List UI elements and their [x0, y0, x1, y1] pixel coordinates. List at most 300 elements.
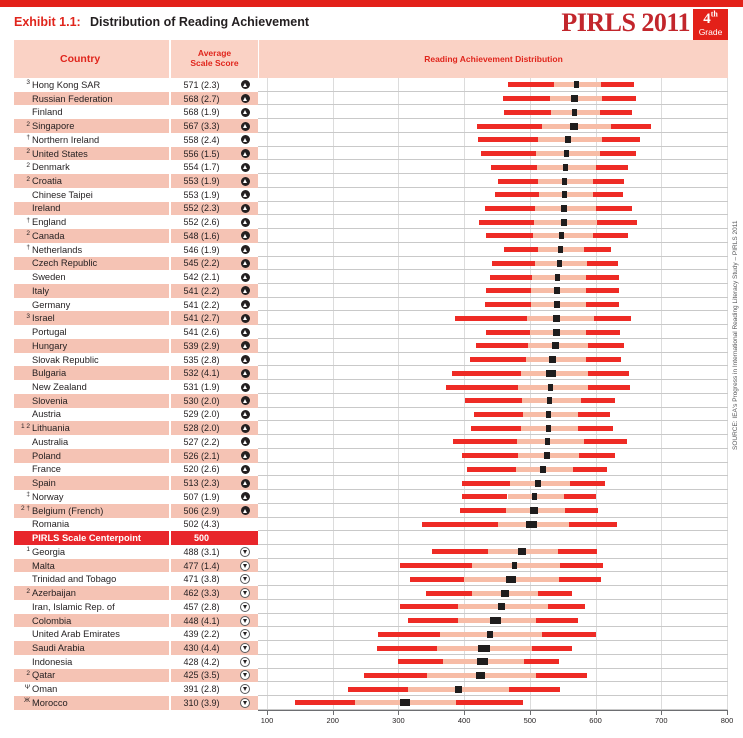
country-cell — [14, 92, 169, 106]
down-arrow-icon — [240, 574, 250, 584]
percentile-5-25-bar — [498, 179, 538, 184]
distribution-chart-cell — [258, 202, 728, 216]
country-name: Oman — [32, 684, 58, 695]
percentile-75-95-bar — [586, 330, 620, 335]
significance-cell — [232, 325, 258, 339]
country-note-marker: † — [26, 134, 30, 142]
score-cell — [171, 366, 258, 380]
distribution-chart-cell — [258, 641, 728, 655]
country-cell — [14, 78, 169, 92]
country-name: Malta — [32, 560, 55, 571]
table-row — [14, 545, 728, 559]
distribution-chart-cell — [258, 696, 728, 710]
average-scale-score: 541 (2.6) — [183, 327, 220, 338]
percentile-5-25-bar — [476, 343, 528, 348]
country-cell — [14, 518, 169, 532]
distribution-chart-cell — [258, 215, 728, 229]
percentile-5-25-bar — [491, 165, 537, 170]
average-scale-score: 507 (1.9) — [183, 491, 220, 502]
percentile-75-95-bar — [524, 659, 559, 664]
country-name: Iran, Islamic Rep. of — [32, 601, 115, 612]
country-cell — [14, 366, 169, 380]
average-scale-score: 391 (2.8) — [183, 684, 220, 695]
achievement-table — [14, 40, 734, 732]
country-name: Netherlands — [32, 244, 83, 255]
percentile-5-25-bar — [465, 398, 522, 403]
country-note-marker: ‡ — [26, 491, 30, 499]
significance-cell — [232, 257, 258, 271]
percentile-75-95-bar — [602, 137, 640, 142]
average-scale-score: 539 (2.9) — [183, 340, 220, 351]
distribution-chart-cell — [258, 669, 728, 683]
axis-tick — [333, 711, 334, 715]
country-cell — [14, 243, 169, 257]
up-arrow-icon — [241, 80, 250, 89]
percentile-75-95-bar — [594, 316, 631, 321]
country-cell — [14, 531, 169, 545]
down-arrow-icon — [240, 588, 250, 598]
country-name: PIRLS Scale Centerpoint — [32, 533, 142, 544]
axis-tick — [661, 711, 662, 715]
country-cell — [14, 188, 169, 202]
country-cell — [14, 682, 169, 696]
significance-cell — [232, 284, 258, 298]
country-name: Saudi Arabia — [32, 642, 85, 653]
up-arrow-icon — [241, 396, 250, 405]
score-cell — [171, 202, 258, 216]
distribution-chart-cell — [258, 627, 728, 641]
score-cell — [171, 614, 258, 628]
table-row — [14, 421, 728, 435]
percentile-75-95-bar — [548, 604, 585, 609]
average-scale-score: 448 (4.1) — [183, 615, 220, 626]
average-scale-score: 528 (2.0) — [183, 423, 220, 434]
country-cell — [14, 545, 169, 559]
score-cell — [171, 435, 258, 449]
table-row — [14, 366, 728, 380]
distribution-chart-cell — [258, 682, 728, 696]
down-arrow-icon — [240, 629, 250, 639]
percentile-5-25-bar — [422, 522, 498, 527]
significance-cell — [232, 298, 258, 312]
down-arrow-icon — [240, 657, 250, 667]
down-arrow-icon — [240, 643, 250, 653]
x-axis — [14, 710, 734, 732]
grade-number: 4 — [703, 11, 711, 27]
significance-cell — [232, 600, 258, 614]
confidence-interval-box — [546, 425, 551, 432]
table-row — [14, 353, 728, 367]
percentile-75-95-bar — [597, 220, 637, 225]
distribution-chart-cell — [258, 339, 728, 353]
country-name: Hong Kong SAR — [32, 79, 101, 90]
grade-word: Grade — [698, 27, 723, 37]
country-cell — [14, 504, 169, 518]
country-cell — [14, 298, 169, 312]
country-name: Morocco — [32, 697, 68, 708]
average-scale-score: 457 (2.8) — [183, 601, 220, 612]
average-scale-score: 554 (1.7) — [183, 162, 220, 173]
axis-tick-label: 200 — [326, 716, 339, 725]
country-name: Canada — [32, 230, 65, 241]
percentile-75-95-bar — [600, 151, 636, 156]
percentile-5-25-bar — [377, 646, 437, 651]
score-cell — [171, 518, 258, 532]
score-cell — [171, 188, 258, 202]
confidence-interval-box — [476, 672, 485, 679]
significance-cell — [232, 641, 258, 655]
up-arrow-icon — [241, 273, 250, 282]
table-row — [14, 92, 728, 106]
confidence-interval-box — [506, 576, 516, 583]
confidence-interval-box — [571, 95, 578, 102]
percentile-5-25-bar — [378, 632, 440, 637]
table-row — [14, 243, 728, 257]
country-name: United States — [32, 148, 88, 159]
percentile-75-95-bar — [588, 343, 624, 348]
country-note-marker: 3 — [26, 312, 30, 320]
confidence-interval-box — [552, 342, 559, 349]
significance-cell — [232, 627, 258, 641]
confidence-interval-box — [501, 590, 510, 597]
percentile-5-25-bar — [467, 467, 516, 472]
percentile-5-25-bar — [408, 618, 458, 623]
table-header-row — [14, 40, 728, 78]
up-arrow-icon — [241, 204, 250, 213]
distribution-chart-cell — [258, 105, 728, 119]
score-cell — [171, 586, 258, 600]
distribution-chart-cell — [258, 298, 728, 312]
score-cell — [171, 696, 258, 710]
confidence-interval-box — [570, 123, 579, 130]
up-arrow-icon — [241, 479, 250, 488]
axis-tick-label: 400 — [457, 716, 471, 725]
confidence-interval-box — [549, 356, 556, 363]
distribution-chart-cell — [258, 78, 728, 92]
confidence-interval-box — [490, 617, 501, 624]
down-arrow-icon — [240, 670, 250, 680]
score-cell — [171, 572, 258, 586]
confidence-interval-box — [555, 274, 560, 281]
percentile-75-95-bar — [611, 124, 650, 129]
distribution-chart-cell — [258, 366, 728, 380]
average-scale-score: 532 (4.1) — [183, 368, 220, 379]
percentile-5-25-bar — [446, 385, 518, 390]
score-cell — [171, 353, 258, 367]
confidence-interval-box — [546, 411, 551, 418]
significance-cell — [232, 243, 258, 257]
percentile-5-25-bar — [478, 137, 538, 142]
percentile-75-95-bar — [570, 481, 605, 486]
significance-cell — [232, 669, 258, 683]
country-note-marker: 2 — [26, 230, 30, 238]
axis-tick — [530, 711, 531, 715]
country-cell — [14, 215, 169, 229]
score-cell — [171, 504, 258, 518]
percentile-75-95-bar — [593, 233, 628, 238]
confidence-interval-box — [400, 699, 410, 706]
grade-suffix: th — [710, 9, 718, 19]
score-cell — [171, 380, 258, 394]
up-arrow-icon — [241, 355, 250, 364]
country-cell — [14, 435, 169, 449]
percentile-75-95-bar — [573, 467, 607, 472]
average-scale-score: 527 (2.2) — [183, 436, 220, 447]
axis-tick — [267, 711, 268, 715]
confidence-interval-box — [574, 81, 580, 88]
score-cell — [171, 325, 258, 339]
average-scale-score: 488 (3.1) — [183, 546, 220, 557]
percentile-5-25-bar — [486, 330, 530, 335]
country-header-label: Country — [60, 53, 101, 65]
percentile-5-25-bar — [410, 577, 464, 582]
country-cell — [14, 311, 169, 325]
average-scale-score: 500 — [193, 533, 210, 544]
country-cell — [14, 257, 169, 271]
score-cell — [171, 160, 258, 174]
confidence-interval-box — [553, 315, 560, 322]
average-scale-score: 506 (2.9) — [183, 505, 220, 516]
score-cell — [171, 78, 258, 92]
score-column-header — [171, 40, 258, 78]
distribution-chart-cell — [258, 600, 728, 614]
up-arrow-icon — [241, 135, 250, 144]
country-name: Singapore — [32, 121, 75, 132]
confidence-interval-box — [530, 507, 537, 514]
score-header-line2: Scale Score — [190, 58, 239, 68]
country-note-marker: 2 — [26, 587, 30, 595]
distribution-chart-cell — [258, 463, 728, 477]
country-cell — [14, 696, 169, 710]
up-arrow-icon — [241, 231, 250, 240]
percentile-5-25-bar — [452, 371, 521, 376]
country-note-marker: 2 — [26, 148, 30, 156]
axis-tick — [727, 711, 728, 715]
table-row — [14, 105, 728, 119]
table-row — [14, 408, 728, 422]
score-cell — [171, 627, 258, 641]
distribution-header-label: Reading Achievement Distribution — [424, 54, 563, 64]
country-note-marker: † — [26, 216, 30, 224]
average-scale-score: 571 (2.3) — [183, 79, 220, 90]
distribution-chart-cell — [258, 311, 728, 325]
distribution-chart-cell — [258, 435, 728, 449]
percentile-75-95-bar — [538, 591, 572, 596]
significance-cell — [232, 408, 258, 422]
significance-cell — [232, 133, 258, 147]
significance-cell — [232, 366, 258, 380]
up-arrow-icon — [241, 300, 250, 309]
up-arrow-icon — [241, 190, 250, 199]
percentile-75-95-bar — [596, 165, 628, 170]
distribution-chart-cell — [258, 518, 728, 532]
country-name: Colombia — [32, 615, 72, 626]
confidence-interval-box — [553, 329, 560, 336]
score-cell — [171, 669, 258, 683]
significance-cell — [232, 147, 258, 161]
average-scale-score: 530 (2.0) — [183, 395, 220, 406]
significance-cell — [232, 311, 258, 325]
average-scale-score: 553 (1.9) — [183, 176, 220, 186]
country-name: Italy — [32, 285, 50, 296]
axis-tick-label: 600 — [589, 716, 602, 725]
distribution-chart-cell — [258, 92, 728, 106]
percentile-5-25-bar — [453, 439, 517, 444]
significance-cell — [232, 614, 258, 628]
table-row — [14, 572, 728, 586]
percentile-5-25-bar — [479, 220, 534, 225]
average-scale-score: 535 (2.8) — [183, 354, 220, 365]
down-arrow-icon — [240, 547, 250, 557]
percentile-75-95-bar — [584, 247, 611, 252]
significance-cell — [232, 119, 258, 133]
percentile-75-95-bar — [542, 632, 595, 637]
country-name: Belgium (French) — [32, 505, 104, 516]
country-cell — [14, 284, 169, 298]
country-cell — [14, 229, 169, 243]
confidence-interval-box — [561, 205, 567, 212]
up-arrow-icon — [241, 163, 250, 172]
confidence-interval-box — [548, 384, 553, 391]
country-note-marker: † — [26, 244, 30, 252]
country-name: Ireland — [32, 203, 61, 214]
distribution-chart-cell — [258, 119, 728, 133]
table-row — [14, 669, 728, 683]
country-name: Georgia — [32, 546, 66, 557]
significance-cell — [232, 353, 258, 367]
title-bar — [0, 7, 743, 40]
distribution-chart-cell — [258, 586, 728, 600]
score-cell — [171, 490, 258, 504]
average-scale-score: 568 (2.7) — [183, 93, 220, 104]
country-cell — [14, 353, 169, 367]
centerpoint-row — [14, 531, 728, 545]
axis-tick-label: 300 — [392, 716, 405, 725]
score-cell — [171, 229, 258, 243]
confidence-interval-box — [562, 178, 567, 185]
percentile-75-95-bar — [569, 522, 616, 527]
percentile-75-95-bar — [581, 398, 615, 403]
up-arrow-icon — [241, 369, 250, 378]
confidence-interval-box — [557, 260, 563, 267]
average-scale-score: 546 (1.9) — [183, 244, 220, 255]
table-row — [14, 518, 728, 532]
country-cell — [14, 339, 169, 353]
score-cell — [171, 339, 258, 353]
score-cell — [171, 421, 258, 435]
table-row — [14, 202, 728, 216]
percentile-5-25-bar — [295, 700, 355, 705]
country-name: Norway — [32, 491, 64, 502]
average-scale-score: 425 (3.5) — [183, 670, 220, 681]
confidence-interval-box — [455, 686, 462, 693]
country-note-marker: 2 — [26, 120, 30, 128]
percentile-75-95-bar — [600, 110, 632, 115]
confidence-interval-box — [498, 603, 505, 610]
score-cell — [171, 105, 258, 119]
score-cell — [171, 559, 258, 573]
table-row — [14, 160, 728, 174]
country-cell — [14, 133, 169, 147]
average-scale-score: 541 (2.2) — [183, 285, 220, 296]
country-name: Trinidad and Tobago — [32, 574, 117, 585]
percentile-5-25-bar — [364, 673, 427, 678]
country-name: Poland — [32, 450, 61, 461]
percentile-75-95-bar — [587, 261, 618, 266]
table-row — [14, 174, 728, 188]
percentile-75-95-bar — [560, 563, 603, 568]
significance-cell — [232, 394, 258, 408]
confidence-interval-box — [559, 232, 564, 239]
distribution-chart-cell — [258, 353, 728, 367]
percentile-75-95-bar — [565, 508, 599, 513]
confidence-interval-box — [512, 562, 517, 569]
up-arrow-icon — [241, 492, 250, 501]
up-arrow-icon — [241, 465, 250, 474]
country-cell — [14, 325, 169, 339]
score-cell — [171, 243, 258, 257]
percentile-5-25-bar — [426, 591, 472, 596]
significance-cell — [232, 696, 258, 710]
x-axis-line — [258, 710, 728, 711]
score-cell — [171, 311, 258, 325]
distribution-chart-cell — [258, 545, 728, 559]
significance-cell — [232, 449, 258, 463]
average-scale-score: 502 (4.3) — [183, 519, 220, 530]
percentile-5-25-bar — [462, 453, 518, 458]
country-note-marker: 3 — [26, 79, 30, 87]
country-cell — [14, 147, 169, 161]
country-note-marker: 2 — [26, 175, 30, 183]
average-scale-score: 310 (3.9) — [183, 697, 220, 708]
average-scale-score: 568 (1.9) — [183, 107, 220, 118]
distribution-chart-cell — [258, 284, 728, 298]
up-arrow-icon — [241, 218, 250, 227]
up-arrow-icon — [241, 341, 250, 350]
percentile-5-25-bar — [400, 563, 472, 568]
percentile-75-95-bar — [564, 494, 596, 499]
table-body — [14, 78, 728, 710]
table-row — [14, 504, 728, 518]
average-scale-score: 526 (2.1) — [183, 450, 220, 461]
distribution-chart-cell — [258, 229, 728, 243]
down-arrow-icon — [240, 602, 250, 612]
distribution-chart-cell — [258, 476, 728, 490]
significance-cell — [232, 105, 258, 119]
score-cell — [171, 476, 258, 490]
confidence-interval-box — [564, 150, 569, 157]
distribution-chart-cell — [258, 490, 728, 504]
significance-cell — [232, 504, 258, 518]
country-name: Australia — [32, 436, 69, 447]
percentile-5-25-bar — [508, 82, 555, 87]
percentile-5-25-bar — [474, 412, 523, 417]
up-arrow-icon — [241, 383, 250, 392]
score-cell — [171, 641, 258, 655]
percentile-5-25-bar — [477, 124, 542, 129]
country-note-marker: Ж — [23, 697, 30, 705]
significance-cell — [232, 490, 258, 504]
table-row — [14, 188, 728, 202]
average-scale-score: 552 (2.3) — [183, 203, 220, 214]
country-name: United Arab Emirates — [32, 629, 120, 640]
significance-cell — [232, 380, 258, 394]
up-arrow-icon — [241, 94, 250, 103]
score-cell — [171, 655, 258, 669]
country-column-header — [14, 40, 169, 78]
distribution-chart-cell — [258, 325, 728, 339]
country-cell — [14, 476, 169, 490]
